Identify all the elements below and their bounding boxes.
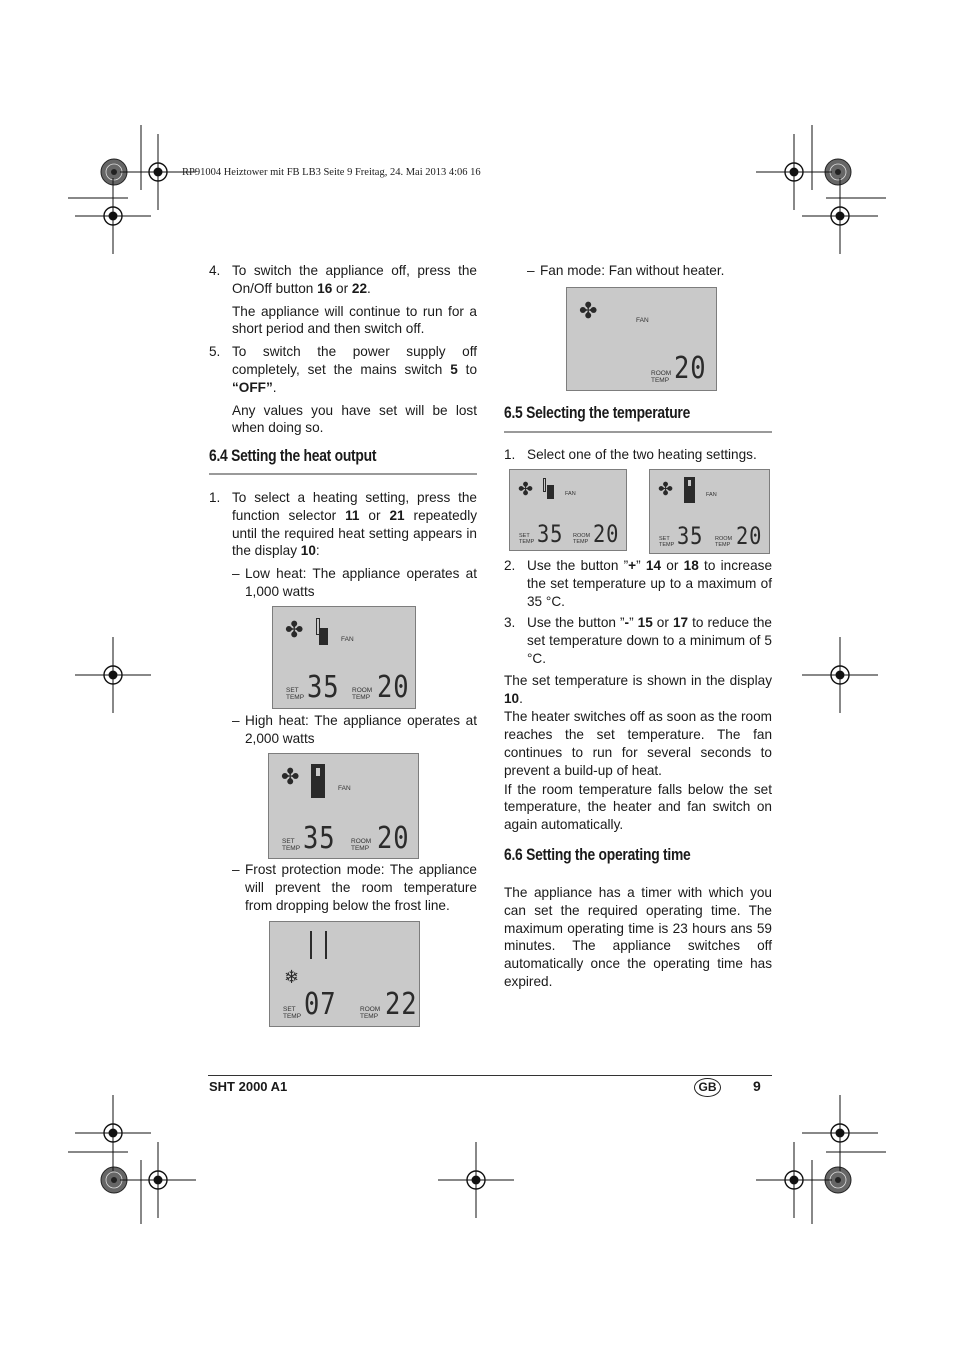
room-temp-label: ROOM TEMP (351, 838, 372, 852)
room-temp-label: ROOM TEMP (360, 1006, 381, 1020)
lcd-frost (269, 921, 420, 1027)
frost-block (209, 861, 477, 914)
set-temp-label: SET TEMP (283, 1006, 302, 1020)
room-temp-label: ROOM TEMP (573, 533, 591, 545)
set-temp-label: SET TEMP (286, 687, 305, 701)
frost-item: – Frost protection mode: The appliance will prevent the room temperature from dropping below the frost line. (232, 862, 477, 913)
room-temp-label: ROOM TEMP (715, 536, 733, 548)
high-heat-item: – High heat: The appliance operates at 2,000 watts (232, 713, 477, 746)
set-temp-value: 35 (677, 522, 704, 550)
para-display: The set temperature is shown in the display 10. (504, 672, 772, 706)
section-6-4-body (209, 489, 477, 601)
para-switch-on: If the room temperature falls below the set temperature, the heater and fan switch on again automatically. (504, 781, 772, 833)
room-temp-value: 20 (377, 821, 410, 856)
room-temp-value: 20 (593, 520, 620, 548)
country-badge: GB (694, 1078, 721, 1097)
section-6-4-title: 6.4 Setting the heat output (209, 447, 377, 465)
lcd-low-heat (272, 606, 416, 709)
room-temp-value: 20 (377, 670, 410, 705)
fan-label: FAN (341, 636, 354, 643)
para-timer: The appliance has a timer with which you can set the required operating time. The maximum operating time is 23 hours ans 59 minutes. The appliance switches off automatically once the operating time has expired. (504, 885, 772, 989)
heat-bar-low (547, 485, 554, 499)
high-heat-block (209, 712, 477, 748)
low-heat-item: – Low heat: The appliance operates at 1,000 watts (232, 566, 477, 599)
room-temp-value: 20 (674, 351, 707, 386)
step-4-note: The appliance will continue to run for a short period and then switch off. (232, 303, 477, 337)
set-temp-value: 07 (304, 987, 337, 1022)
fan-mode-block (504, 262, 772, 280)
section-6-4-rule (209, 473, 477, 475)
lcd-small-high-heat (649, 469, 770, 554)
step-5: 5. To switch the power supply off completely, set the mains switch 5 to “OFF”. (209, 344, 477, 395)
set-temp-label: SET TEMP (659, 536, 675, 548)
lcd-high-heat (268, 753, 419, 859)
snowflake-icon: ❄ (284, 967, 300, 987)
fan-label: FAN (706, 492, 717, 498)
section-6-5-body (504, 557, 772, 834)
section-6-6-body (504, 884, 772, 991)
lcd-small-low-heat (509, 469, 627, 551)
room-temp-value: 22 (385, 987, 418, 1022)
fan-label: FAN (565, 491, 576, 497)
heat-step-1: 1. To select a heating setting, press the function selector 11 or 21 repeatedly until the required heat setting appears in the display 10: (209, 490, 478, 559)
section-6-5-rule (504, 431, 772, 433)
heat-bar-low (319, 628, 328, 645)
fan-icon: ✤ (518, 479, 534, 499)
fan-icon: ✤ (579, 298, 598, 323)
temp-step-3: 3. Use the button ”-” 15 or 17 to reduce the set temperature down to a minimum of 5 °C. (504, 615, 772, 666)
left-column (209, 262, 477, 437)
fan-mode-item: – Fan mode: Fan without heater. (527, 263, 725, 278)
lcd-fan-mode (566, 287, 717, 391)
room-temp-label: ROOM TEMP (352, 687, 373, 701)
footer-rule (208, 1075, 772, 1076)
room-temp-label: ROOM TEMP (651, 370, 672, 384)
file-header: RP91004 Heiztower mit FB LB3 Seite 9 Freitag, 24. Mai 2013 4:06 16 (182, 167, 481, 178)
fan-icon: ✤ (285, 617, 304, 642)
section-6-5-title: 6.5 Selecting the temperature (504, 404, 691, 422)
set-temp-value: 35 (303, 821, 336, 856)
fan-icon: ✤ (658, 479, 674, 499)
page-number: 9 (753, 1078, 761, 1094)
fan-label: FAN (636, 317, 649, 324)
fan-icon: ✤ (281, 764, 300, 789)
set-temp-label: SET TEMP (282, 838, 301, 852)
section-6-5-step-1: 1. Select one of the two heating settings. (504, 447, 757, 462)
section-6-6-title: 6.6 Setting the operating time (504, 846, 691, 864)
step-5-note: Any values you have set will be lost when doing so. (232, 402, 477, 436)
set-temp-value: 35 (307, 670, 340, 705)
footer-model: SHT 2000 A1 (209, 1079, 288, 1094)
room-temp-value: 20 (736, 522, 763, 550)
set-temp-value: 35 (537, 520, 564, 548)
set-temp-label: SET TEMP (519, 533, 535, 545)
para-switch-off: The heater switches off as soon as the room reaches the set temperature. The fan continues to run for several seconds to prevent a build-up of heat. (504, 709, 772, 778)
fan-label: FAN (338, 785, 351, 792)
temp-step-2: 2. Use the button ”+” 14 or 18 to increase the set temperature up to a maximum of 35 °C. (504, 558, 773, 609)
step-4: 4. To switch the appliance off, press the On/Off button 16 or 22. (209, 263, 477, 296)
